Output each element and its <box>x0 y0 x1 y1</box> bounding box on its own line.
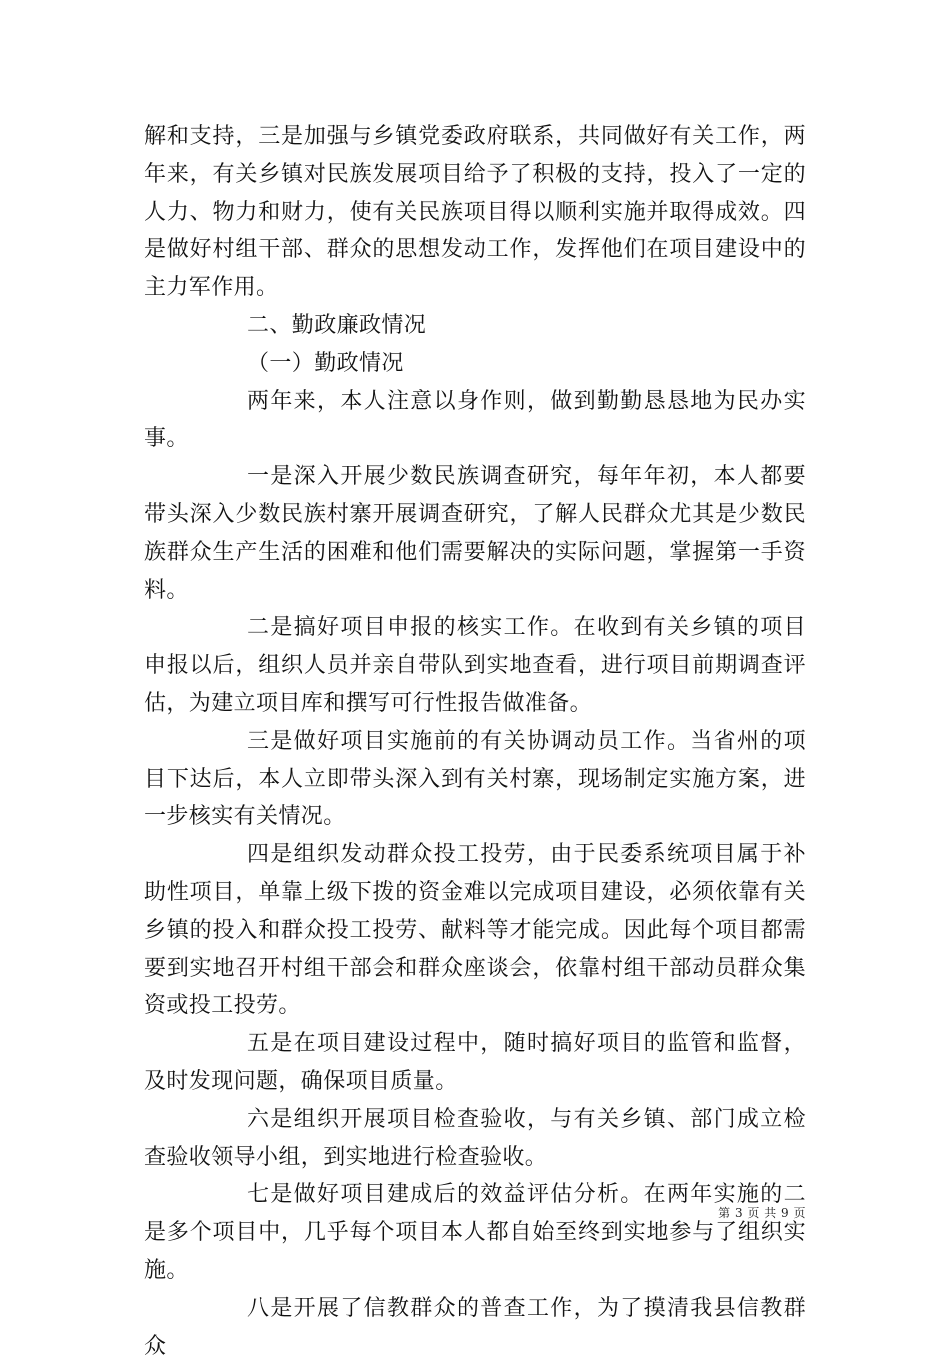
paragraph: 三是做好项目实施前的有关协调动员工作。当省州的项目下达后，本人立即带头深入到有关村寨，现场制定实施方案，进一步核实有关情况。 <box>144 728 806 830</box>
paragraph: 四是组织发动群众投工投劳，由于民委系统项目属于补助性项目，单靠上级下拨的资金难以完成项目建设，必须依靠有关乡镇的投入和群众投工投劳、献料等才能完成。因此每个项目都需要到实地召开村组干部会和群众座谈会，依靠村组干部动员群众集资或投工投劳。 <box>144 842 806 1019</box>
paragraph: 六是组织开展项目检查验收，与有关乡镇、部门成立检查验收领导小组，到实地进行检查验收。 <box>144 1106 806 1170</box>
paragraph: 五是在项目建设过程中，随时搞好项目的监管和监督，及时发现问题，确保项目质量。 <box>144 1031 806 1094</box>
paragraph: 二是搞好项目申报的核实工作。在收到有关乡镇的项目申报以后，组织人员并亲自带队到实地查看，进行项目前期调查评估，为建立项目库和撰写可行性报告做准备。 <box>144 615 806 716</box>
paragraph: 两年来，本人注意以身作则，做到勤勤恳恳地为民办实事。 <box>144 388 806 452</box>
subsection-heading: （一）勤政情况 <box>247 350 404 376</box>
paragraph: 八是开展了信教群众的普查工作，为了摸清我县信教群众 <box>144 1295 806 1359</box>
paragraph: 一是深入开展少数民族调查研究，每年年初，本人都要带头深入少数民族村寨开展调查研究，了解人民群众尤其是少数民族群众生产生活的困难和他们需要解决的实际问题，掌握第一手资料。 <box>144 464 806 603</box>
document-body <box>144 118 806 1365</box>
page-number-footer: 第 3 页 共 9 页 <box>718 1206 806 1220</box>
section-heading: 二、勤政廉政情况 <box>247 312 427 338</box>
paragraph: 七是做好项目建成后的效益评估分析。在两年实施的二是多个项目中，几乎每个项目本人都自始至终到实地参与了组织实施。 <box>144 1182 806 1283</box>
paragraph-continuation: 解和支持，三是加强与乡镇党委政府联系，共同做好有关工作，两年来，有关乡镇对民族发展项目给予了积极的支持，投入了一定的人力、物力和财力，使有关民族项目得以顺利实施并取得成效。四是做好村组干部、群众的思想发动工作，发挥他们在项目建设中的主力军作用。 <box>144 124 806 301</box>
